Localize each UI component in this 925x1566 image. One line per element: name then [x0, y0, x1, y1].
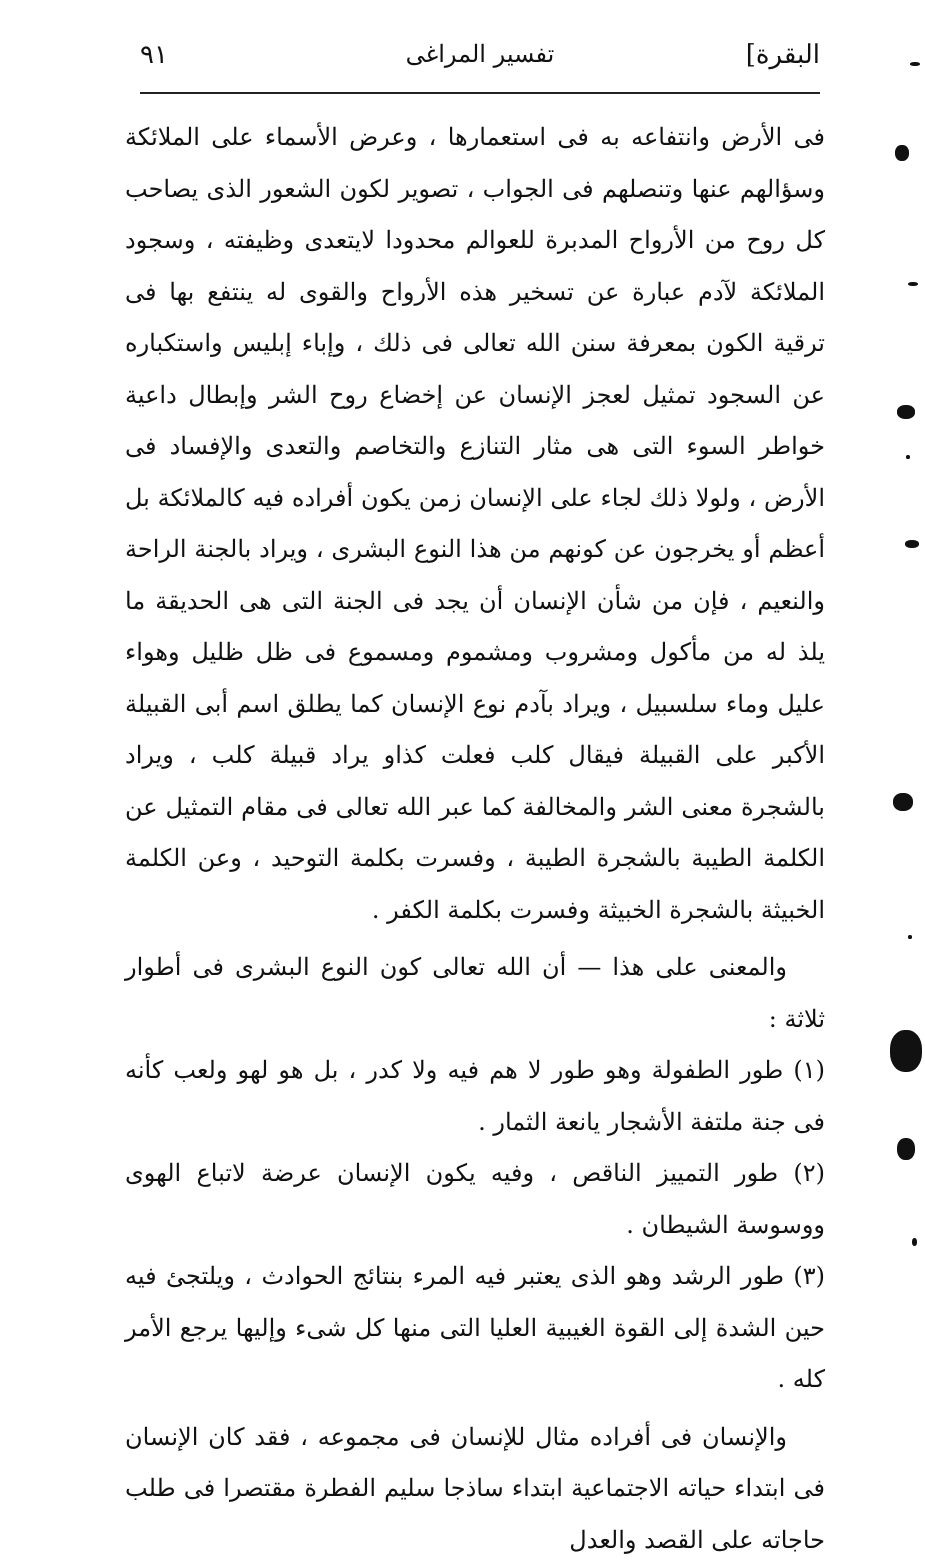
paragraph-commentary: فى الأرض وانتفاعه به فى استعمارها ، وعرض الأسماء على الملائكة وسؤالهم عنها وتنصلهم فى الجواب ، تصوير لكون الشعور الذى يصاحب كل روح من الأرواح المدبرة للعوالم محدودا لايتعدى وظيفته ، وسجود الملائكة لآدم عبارة عن تسخير هذه الأرواح والقوى له ينتفع بها فى ترقية الكون بمعرفة سنن الله تعالى فى ذلك ، وإباء إبليس واستكباره عن السجود تمثيل لعجز الإنسان عن إخضاع روح الشر وإبطال داعية خواطر السوء التى هى مثار التنازع والتخاصم والتعدى والإفساد فى الأرض ، ولولا ذلك لجاء على الإنسان زمن يكون أفراده فيه كالملائكة بل أعظم أو يخرجون عن كونهم من هذا النوع البشرى ، ويراد بالجنة الراحة والنعيم ، فإن من شأن الإنسان أن يجد فى الجنة التى هى الحديقة ما يلذ له من مأكول ومشروب ومشموم ومسموع فى ظل ظليل وهواء عليل وماء سلسبيل ، ويراد بآدم نوع الإنسان كما يطلق اسم أبى القبيلة الأكبر على القبيلة فيقال كلب فعلت كذاو يراد قبيلة كلب ، ويراد بالشجرة معنى الشر والمخالفة كما عبر الله تعالى فى مقام التمثيل عن الكلمة الطيبة بالشجرة الطيبة ، وفسرت بكلمة التوحيد ، وعن الكلمة الخبيثة بالشجرة الخبيثة وفسرت بكلمة الكفر . — [125, 112, 825, 936]
scan-speck — [905, 540, 919, 548]
scan-speck — [908, 935, 912, 939]
book-title: تفسير المراغى — [140, 40, 820, 68]
scan-speck — [912, 1238, 917, 1246]
page-body — [125, 112, 825, 1566]
scan-blot — [890, 1030, 922, 1072]
paragraph-stage-2: (٢) طور التمييز الناقص ، وفيه يكون الإنسان عرضة لاتباع الهوى ووسوسة الشيطان . — [125, 1148, 825, 1251]
scan-speck — [897, 405, 915, 419]
surah-label: البقرة — [756, 40, 820, 70]
scan-speck — [906, 455, 910, 459]
scan-speck — [895, 145, 909, 161]
paragraph-human-analogy: والإنسان فى أفراده مثال للإنسان فى مجموعه ، فقد كان الإنسان فى ابتداء حياته الاجتماعية ابتداء ساذجا سليم الفطرة مقتصرا فى طلب حاجاته على القصد والعدل — [125, 1412, 825, 1566]
scan-speck — [897, 1138, 915, 1160]
scan-speck — [908, 282, 918, 286]
paragraph-stage-3: (٣) طور الرشد وهو الذى يعتبر فيه المرء بنتائج الحوادث ، ويلتجئ فيه حين الشدة إلى القوة الغيبية العليا التى منها كل شىء وإليها يرجع الأمر كله . — [125, 1251, 825, 1406]
paragraph-stage-1: (١) طور الطفولة وهو طور لا هم فيه ولا كدر ، بل هو لهو ولعب كأنه فى جنة ملتفة الأشجار يانعة الثمار . — [125, 1045, 825, 1148]
running-header — [140, 40, 820, 92]
page-number: ٩١ — [140, 40, 168, 70]
header-rule — [140, 92, 820, 94]
scan-speck — [893, 793, 913, 811]
paragraph-meaning-intro: والمعنى على هذا — أن الله تعالى كون النوع البشرى فى أطوار ثلاثة : — [125, 942, 825, 1045]
header-bracket: ] — [746, 40, 756, 70]
scan-speck — [910, 62, 920, 66]
